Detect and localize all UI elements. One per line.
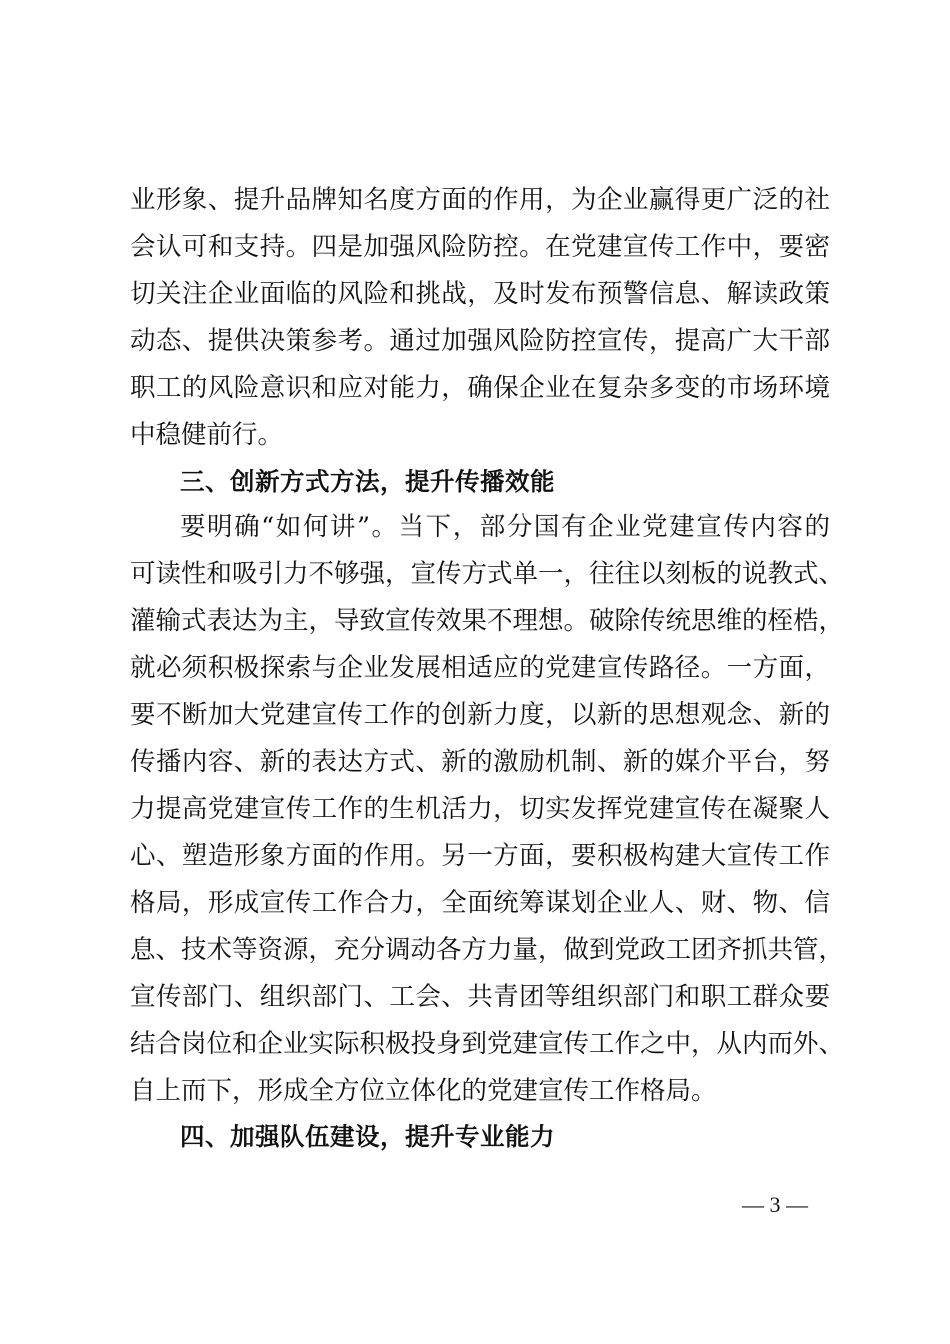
section-heading: 三、创新方式方法，提升传播效能 [180, 467, 555, 496]
paragraph-line: 力提高党建宣传工作的生机活力，切实发挥党建宣传在凝聚人 [130, 794, 830, 824]
paragraph-line: 业形象、提升品牌知名度方面的作用，为企业赢得更广泛的社 [130, 185, 830, 215]
paragraph-line: 心、塑造形象方面的作用。另一方面，要积极构建大宣传工作 [130, 841, 830, 871]
paragraph-line: 要不断加大党建宣传工作的创新力度，以新的思想观念、新的 [130, 700, 830, 730]
paragraph-line: 灌输式表达为主，导致宣传效果不理想。破除传统思维的桎梏， [130, 606, 845, 636]
paragraph-line: 就必须积极探索与企业发展相适应的党建宣传路径。一方面， [130, 653, 830, 683]
paragraph-line: 传播内容、新的表达方式、新的激励机制、新的媒介平台，努 [130, 747, 830, 777]
paragraph-line: 自上而下，形成全方位立体化的党建宣传工作格局。 [130, 1076, 717, 1106]
paragraph-line: 动态、提供决策参考。通过加强风险防控宣传，提高广大干部 [130, 326, 830, 356]
section-heading: 四、加强队伍建设，提升专业能力 [180, 1122, 555, 1151]
paragraph-line: 可读性和吸引力不够强，宣传方式单一，往往以刻板的说教式、 [130, 559, 845, 589]
paragraph-line: 格局，形成宣传工作合力，全面统筹谋划企业人、财、物、信 [130, 888, 830, 918]
paragraph-line: 息、技术等资源，充分调动各方力量，做到党政工团齐抓共管， [130, 935, 845, 965]
paragraph-line: 结合岗位和企业实际积极投身到党建宣传工作之中，从内而外、 [130, 1029, 845, 1059]
paragraph-line: 宣传部门、组织部门、工会、共青团等组织部门和职工群众要 [130, 982, 830, 1012]
paragraph-line: 职工的风险意识和应对能力，确保企业在复杂多变的市场环境 [130, 373, 830, 403]
paragraph-line: 中稳健前行。 [130, 420, 284, 450]
paragraph-line: 切关注企业面临的风险和挑战，及时发布预警信息、解读政策 [130, 279, 830, 309]
paragraph-line: 要明确“如何讲”。当下，部分国有企业党建宣传内容的 [180, 512, 830, 542]
paragraph-line: 会认可和支持。四是加强风险防控。在党建宣传工作中，要密 [130, 232, 830, 262]
page-number: — 3 — [742, 1192, 808, 1217]
